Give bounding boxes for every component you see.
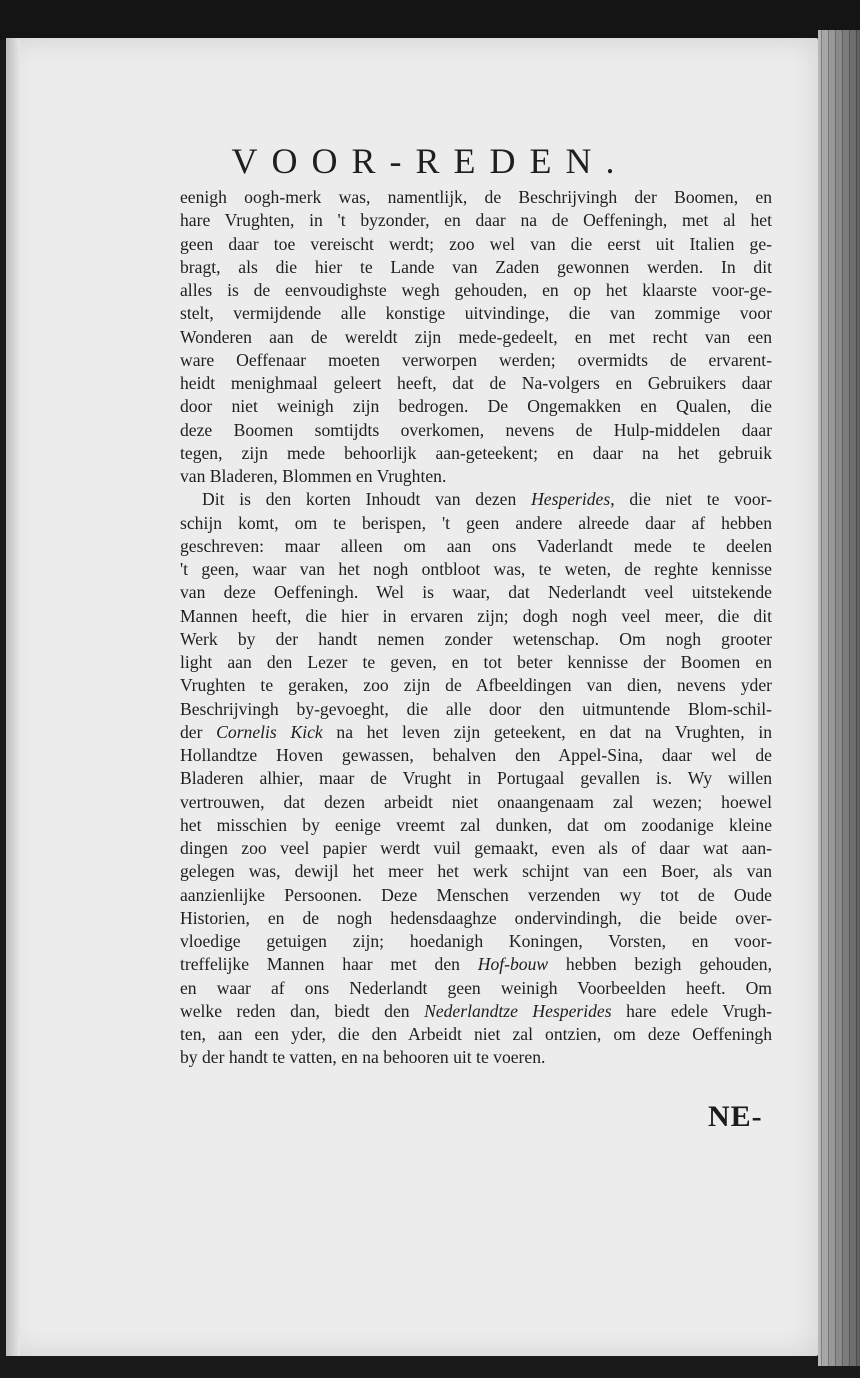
text-line: schijn komt, om te berispen, 't geen andere alreede daar af hebben <box>180 512 772 533</box>
text-line: van deze Oeffeningh. Wel is waar, dat Nederlandt veel uitstekende <box>180 582 772 603</box>
text-line: welke reden dan, biedt den Nederlandtze Hesperides hare edele Vrugh- <box>180 1000 772 1021</box>
text-line: Vrughten te geraken, zoo zijn de Afbeeldingen van dien, nevens yder <box>180 675 772 696</box>
text-line: vloedige getuigen zijn; hoedanigh Koningen, Vorsten, en voor- <box>180 931 772 951</box>
text-line: 't geen, waar van het nogh ontbloot was, te weten, de reghte kennisse <box>180 559 772 579</box>
text-line: by der handt te vatten, en na behooren uit te voeren. <box>180 1047 546 1068</box>
text-line: Bladeren alhier, maar de Vrught in Portugaal gevallen is. Wy willen <box>180 768 772 789</box>
text-line: en waar af ons Nederlandt geen weinigh Voorbeelden heeft. Om <box>180 977 772 998</box>
text-line: hare Vrughten, in 't byzonder, en daar na de Oeffeningh, met al het <box>180 210 772 231</box>
text-line: light aan den Lezer te geven, en tot beter kennisse der Boomen en <box>180 652 772 672</box>
text-line: Dit is den korten Inhoudt van dezen Hesperides, die niet te voor- <box>202 489 772 510</box>
text-line: Historien, en de nogh hedensdaaghze ondervindingh, die beide over- <box>180 907 772 928</box>
text-line: stelt, vermijdende alle konstige uitvindinge, die van zommige voor <box>180 303 772 324</box>
text-line: treffelijke Mannen haar met den Hof-bouw hebben bezigh gehouden, <box>180 954 772 975</box>
text-line: tegen, zijn mede behoorlijk aan-geteekent; en daar na het gebruik <box>180 442 772 463</box>
text-line: geschreven: maar alleen om aan ons Vaderlandt mede te deelen <box>180 535 772 556</box>
text-line: ten, aan een yder, die den Arbeidt niet zal ontzien, om deze Oeffeningh <box>180 1024 772 1044</box>
text-line: het misschien by eenige vreemt zal dunken, dat om zoodanige kleine <box>180 814 772 835</box>
text-line: Werk by der handt nemen zonder wetenschap. Om nogh grooter <box>180 628 772 649</box>
scan-top-border <box>0 0 860 40</box>
text-line: Beschrijvingh by-gevoeght, die alle door den uitmuntende Blom-schil- <box>180 698 772 719</box>
page-gutter <box>6 38 20 1356</box>
text-line: Wonderen aan de wereldt zijn mede-gedeelt, en met recht van een <box>180 326 772 347</box>
text-line: aanzienlijke Persoonen. Deze Menschen verzenden wy tot de Oude <box>180 884 772 905</box>
text-line: van Bladeren, Blommen en Vrughten. <box>180 466 447 486</box>
catchword: NE- <box>708 1100 763 1133</box>
text-line: bragt, als die hier te Lande van Zaden gewonnen werden. In dit <box>180 256 772 277</box>
running-head: VOOR-REDEN. <box>231 141 629 181</box>
text-line: Hollandtze Hoven gewassen, behalven den Appel-Sina, daar wel de <box>180 745 772 765</box>
text-line: ware Oeffenaar moeten verworpen werden; overmidts de ervarent- <box>180 349 772 370</box>
text-line: deze Boomen somtijdts overkomen, nevens de Hulp-middelen daar <box>180 419 772 440</box>
text-line: vertrouwen, dat dezen arbeidt niet onaangenaam zal wezen; hoewel <box>180 791 772 812</box>
text-line: geen daar toe vereischt werdt; zoo wel van die eerst uit Italien ge- <box>180 233 772 254</box>
text-line: heidt menighmaal geleert heeft, dat de Na-volgers en Gebruikers daar <box>180 373 772 393</box>
text-line: der Cornelis Kick na het leven zijn geteekent, en dat na Vrughten, in <box>180 721 772 742</box>
text-line: alles is de eenvoudighste wegh gehouden, en op het klaarste voor-ge- <box>180 280 772 300</box>
text-line: door niet weinigh zijn bedrogen. De Ongemakken en Qualen, die <box>180 396 772 417</box>
body-text <box>180 186 772 1070</box>
text-line: dingen zoo veel papier werdt vuil gemaakt, even als of daar wat aan- <box>180 838 772 858</box>
text-line: Mannen heeft, die hier in ervaren zijn; dogh nogh veel meer, die dit <box>180 605 772 626</box>
text-line: gelegen was, dewijl het meer het werk schijnt van een Boer, als van <box>180 861 772 882</box>
page-edges <box>818 30 860 1366</box>
text-line: eenigh oogh-merk was, namentlijk, de Beschrijvingh der Boomen, en <box>180 187 772 207</box>
